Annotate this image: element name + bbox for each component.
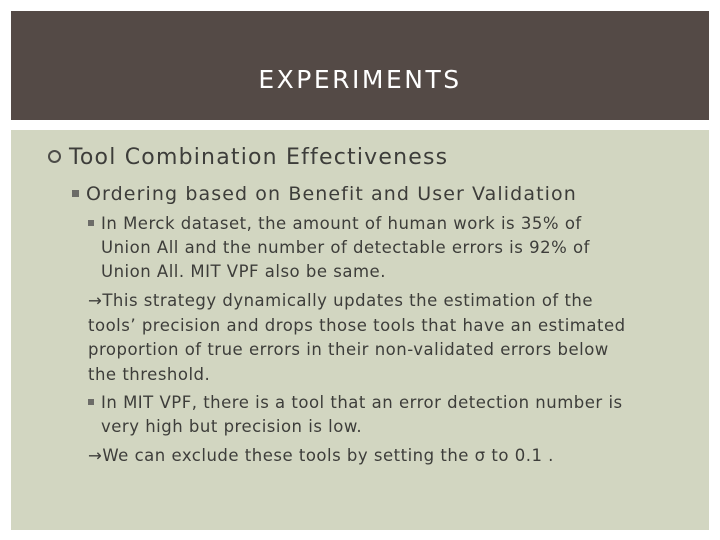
- body-line-2: Union All and the number of detectable errors is 92% of: [101, 238, 590, 257]
- subheading-line: [72, 183, 577, 205]
- body-line-10: →We can exclude these tools by setting the σ to 0.1 .: [88, 446, 554, 465]
- slide-subheading: Ordering based on Benefit and User Validation: [86, 183, 577, 205]
- body-line-5: tools’ precision and drops those tools that have an estimated: [88, 316, 626, 335]
- heading-line: [48, 145, 448, 170]
- body-text: In MIT VPF, there is a tool that an error detection number is: [101, 393, 623, 412]
- body-line-4: →This strategy dynamically updates the estimation of the: [88, 291, 594, 310]
- hollow-circle-icon: [48, 150, 61, 163]
- body-text: In Merck dataset, the amount of human work is 35% of: [101, 214, 582, 233]
- body-line-1: [88, 214, 582, 233]
- body-line-6: proportion of true errors in their non-validated errors below: [88, 340, 609, 359]
- square-bullet-icon: [88, 399, 94, 405]
- slide-heading: Tool Combination Effectiveness: [69, 145, 449, 170]
- square-bullet-icon: [72, 190, 79, 197]
- body-line-8: [88, 393, 623, 412]
- title-band: [11, 11, 709, 120]
- square-bullet-icon: [88, 220, 94, 226]
- body-line-3: Union All. MIT VPF also be same.: [101, 262, 386, 281]
- body-line-9: very high but precision is low.: [101, 417, 363, 436]
- body-line-7: the threshold.: [88, 365, 211, 384]
- slide-title: EXPERIMENTS: [258, 65, 462, 94]
